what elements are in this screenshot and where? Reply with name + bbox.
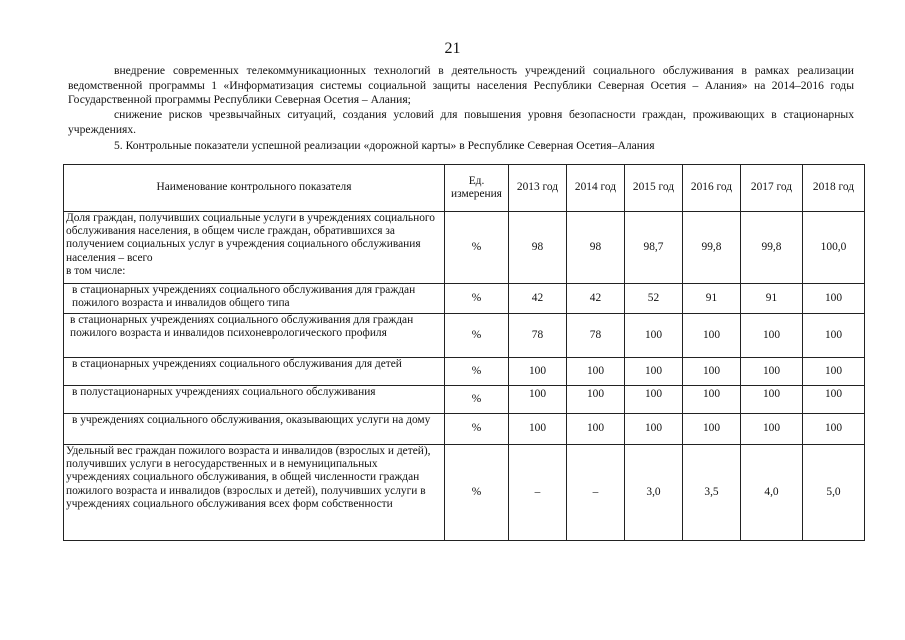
header-indicator-name: Наименование контрольного показателя [64, 165, 445, 212]
value-2016: 91 [683, 284, 741, 314]
value-2017: 100 [741, 386, 803, 414]
table-row [64, 212, 865, 284]
indicator-name: в учреждениях социального обслуживания, оказывающих услуги на дому [64, 414, 445, 445]
table-row [64, 386, 865, 414]
value-2017: 99,8 [741, 212, 803, 284]
table-row [64, 414, 865, 445]
indicator-name: Доля граждан, получивших социальные услуги в учреждениях социального обслуживания населения, в общем числе граждан, обратившихся за получением социальных услуг в учреждения социального обслуживания населения – всего в том числе: [64, 212, 445, 284]
value-2015: 100 [625, 314, 683, 358]
header-2014: 2014 год [567, 165, 625, 212]
value-2014: 100 [567, 414, 625, 445]
paragraph-telecom: внедрение современных телекоммуникационных технологий в деятельность учреждений социального обслуживания в рамках реализации ведомственной программы 1 «Информатизация системы социальной защиты населения Республики Северная Осетия – Алания» на 2014–2016 годы Государственной программы Республики Северная Осетия – Алания; [68, 64, 854, 107]
value-2013: 100 [509, 414, 567, 445]
section-heading: 5. Контрольные показатели успешной реализации «дорожной карты» в Республике Северная Осетия–Алания [114, 139, 655, 152]
value-2014: 42 [567, 284, 625, 314]
kpi-table [63, 164, 865, 541]
value-2017: 100 [741, 314, 803, 358]
value-2018: 100 [803, 284, 865, 314]
table-row [64, 314, 865, 358]
header-2013: 2013 год [509, 165, 567, 212]
unit-cell: % [445, 386, 509, 414]
header-2015: 2015 год [625, 165, 683, 212]
value-2017: 91 [741, 284, 803, 314]
value-2016: 3,5 [683, 445, 741, 541]
indicator-name: в стационарных учреждениях социального обслуживания для детей [64, 358, 445, 386]
value-2013: – [509, 445, 567, 541]
table-header-row [64, 165, 865, 212]
page-number: 21 [444, 40, 461, 57]
value-2014: 98 [567, 212, 625, 284]
value-2017: 100 [741, 414, 803, 445]
value-2015: 52 [625, 284, 683, 314]
value-2016: 99,8 [683, 212, 741, 284]
value-2013: 98 [509, 212, 567, 284]
header-2018: 2018 год [803, 165, 865, 212]
value-2018: 100 [803, 414, 865, 445]
value-2014: 78 [567, 314, 625, 358]
value-2013: 100 [509, 386, 567, 414]
value-2016: 100 [683, 314, 741, 358]
indicator-name: в стационарных учреждениях социального обслуживания для граждан пожилого возраста и инвалидов общего типа [64, 284, 445, 314]
unit-cell: % [445, 314, 509, 358]
unit-cell: % [445, 358, 509, 386]
value-2013: 78 [509, 314, 567, 358]
value-2014: 100 [567, 358, 625, 386]
indicator-name: в стационарных учреждениях социального обслуживания для граждан пожилого возраста и инвалидов психоневрологического профиля [64, 314, 445, 358]
unit-cell: % [445, 212, 509, 284]
header-2016: 2016 год [683, 165, 741, 212]
value-2018: 5,0 [803, 445, 865, 541]
value-2016: 100 [683, 414, 741, 445]
value-2017: 100 [741, 358, 803, 386]
value-2017: 4,0 [741, 445, 803, 541]
value-2014: – [567, 445, 625, 541]
value-2016: 100 [683, 386, 741, 414]
value-2014: 100 [567, 386, 625, 414]
unit-cell: % [445, 414, 509, 445]
value-2015: 100 [625, 358, 683, 386]
value-2013: 100 [509, 358, 567, 386]
indicator-name: Удельный вес граждан пожилого возраста и инвалидов (взрослых и детей), получивших услуги в негосударственных и в немуниципальных учреждениях социального обслуживания, в общей численности граждан пожилого возраста и инвалидов (взрослых и детей), получивших услуги в учреждениях социального обслуживания всех форм собственности [64, 445, 445, 541]
table-row [64, 284, 865, 314]
value-2015: 3,0 [625, 445, 683, 541]
header-unit: Ед. измерения [445, 165, 509, 212]
value-2015: 98,7 [625, 212, 683, 284]
table-row [64, 445, 865, 541]
unit-cell: % [445, 284, 509, 314]
header-2017: 2017 год [741, 165, 803, 212]
value-2018: 100 [803, 314, 865, 358]
value-2015: 100 [625, 414, 683, 445]
paragraph-risk: снижение рисков чрезвычайных ситуаций, создания условий для повышения уровня безопасности граждан, проживающих в стационарных учреждениях. [68, 108, 854, 136]
table-row [64, 358, 865, 386]
value-2018: 100,0 [803, 212, 865, 284]
value-2018: 100 [803, 386, 865, 414]
unit-cell: % [445, 445, 509, 541]
value-2018: 100 [803, 358, 865, 386]
value-2016: 100 [683, 358, 741, 386]
value-2013: 42 [509, 284, 567, 314]
value-2015: 100 [625, 386, 683, 414]
indicator-name: в полустационарных учреждениях социального обслуживания [64, 386, 445, 414]
